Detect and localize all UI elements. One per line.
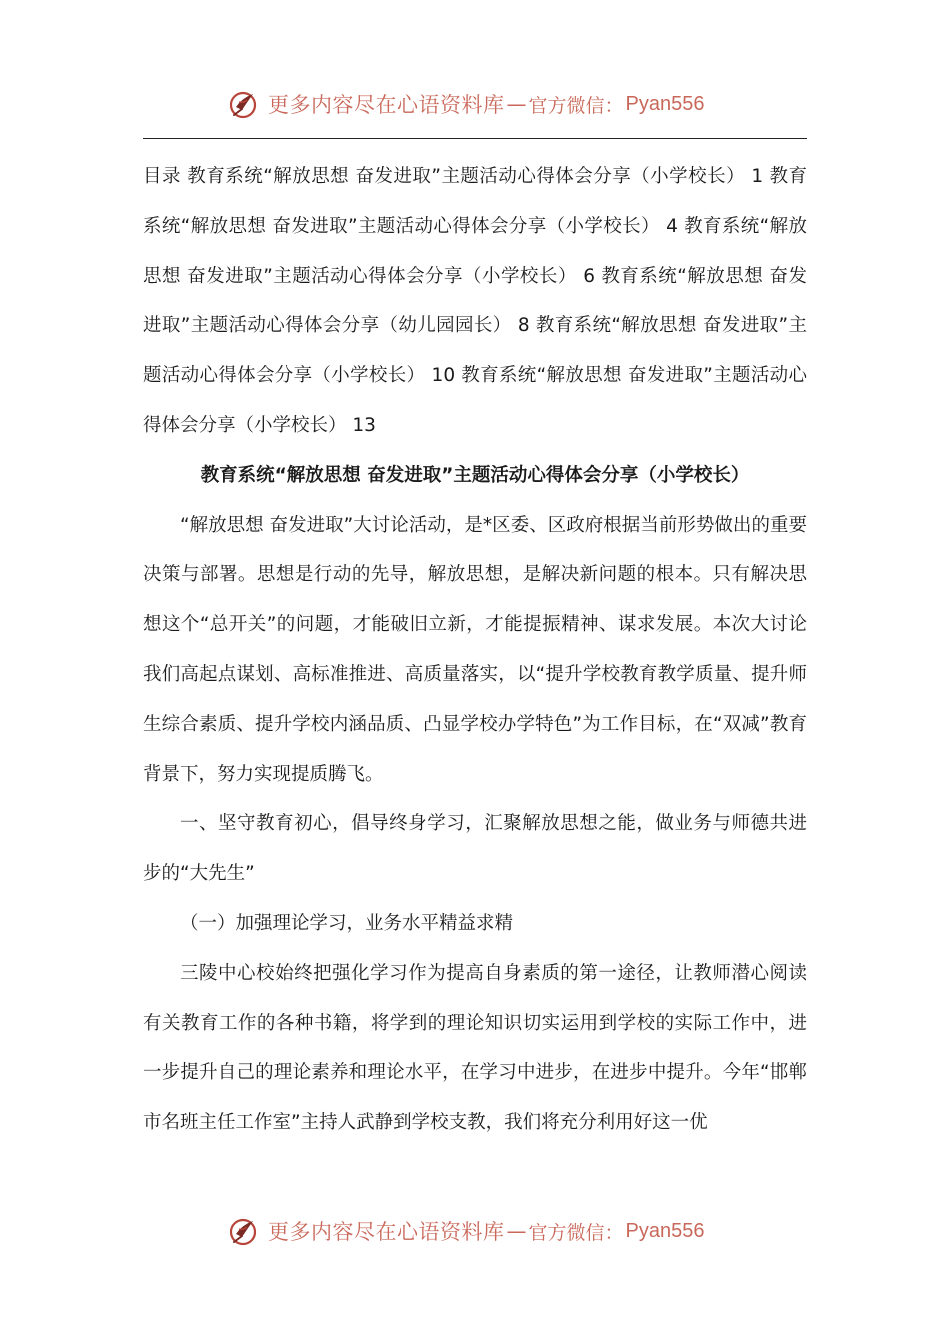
body-paragraph: “解放思想 奋发进取”大讨论活动，是*区委、区政府根据当前形势做出的重要决策与部署。思想是行动的先导，解放思想，是解决新问题的根本。只有解决思想这个“总开关”的问题，才能破旧立新，才能提振精神、谋求发展。本次大讨论我们高起点谋划、高标准推进、高质量落实，以“提升学校教育教学质量、提升师生综合素质、提升学校内涵品质、凸显学校办学特色”为工作目标，在“双减”教育背景下，努力实现提质腾飞。 [143, 514, 807, 785]
quill-logo-icon [226, 1213, 262, 1249]
section-heading: 一、坚守教育初心，倡导终身学习，汇聚解放思想之能，做业务与师德共进步的“大先生” [143, 813, 807, 885]
footer-brand-text: 更多内容尽在心语资料库 [268, 1220, 505, 1244]
header-divider [143, 138, 807, 139]
subsection-heading: （一）加强理论学习，业务水平精益求精 [180, 912, 514, 934]
header-banner [226, 84, 704, 124]
footer-wechat-label: 官方微信： [528, 1221, 624, 1244]
quill-logo-icon [226, 86, 262, 122]
header-wechat-label: 官方微信： [528, 94, 624, 117]
header-brand-text: 更多内容尽在心语资料库 [268, 93, 505, 117]
footer-wechat-id: Pyan556 [625, 1219, 705, 1242]
table-of-contents: 目录 教育系统“解放思想 奋发进取”主题活动心得体会分享（小学校长） 1 教育系统“解放思想 奋发进取”主题活动心得体会分享（小学校长） 4 教育系统“解放思想 奋发进取”主题活动心得体会分享（小学校长） 6 教育系统“解放思想 奋发进取”主题活动心得体会分享（幼儿园园长） 8 教育系统“解放思想 奋发进取”主题活动心得体会分享（小学校长） 10 教育系统“解放思想 奋发进取”主题活动心得体会分享（小学校长） 13 [143, 166, 807, 436]
article-title: 教育系统“解放思想 奋发进取”主题活动心得体会分享（小学校长） [200, 464, 750, 486]
body-paragraph: 三陵中心校始终把强化学习作为提高自身素质的第一途径，让教师潜心阅读有关教育工作的各种书籍，将学到的理论知识切实运用到学校的实际工作中，进一步提升自己的理论素养和理论水平，在学习中进步，在进步中提升。今年“邯郸市名班主任工作室”主持人武静到学校支教，我们将充分利用好这一优 [143, 962, 807, 1134]
header-dash: — [506, 92, 527, 116]
footer-dash: — [506, 1219, 527, 1243]
footer-banner [226, 1211, 704, 1251]
header-wechat-id: Pyan556 [625, 92, 705, 115]
document-body [143, 152, 807, 1148]
